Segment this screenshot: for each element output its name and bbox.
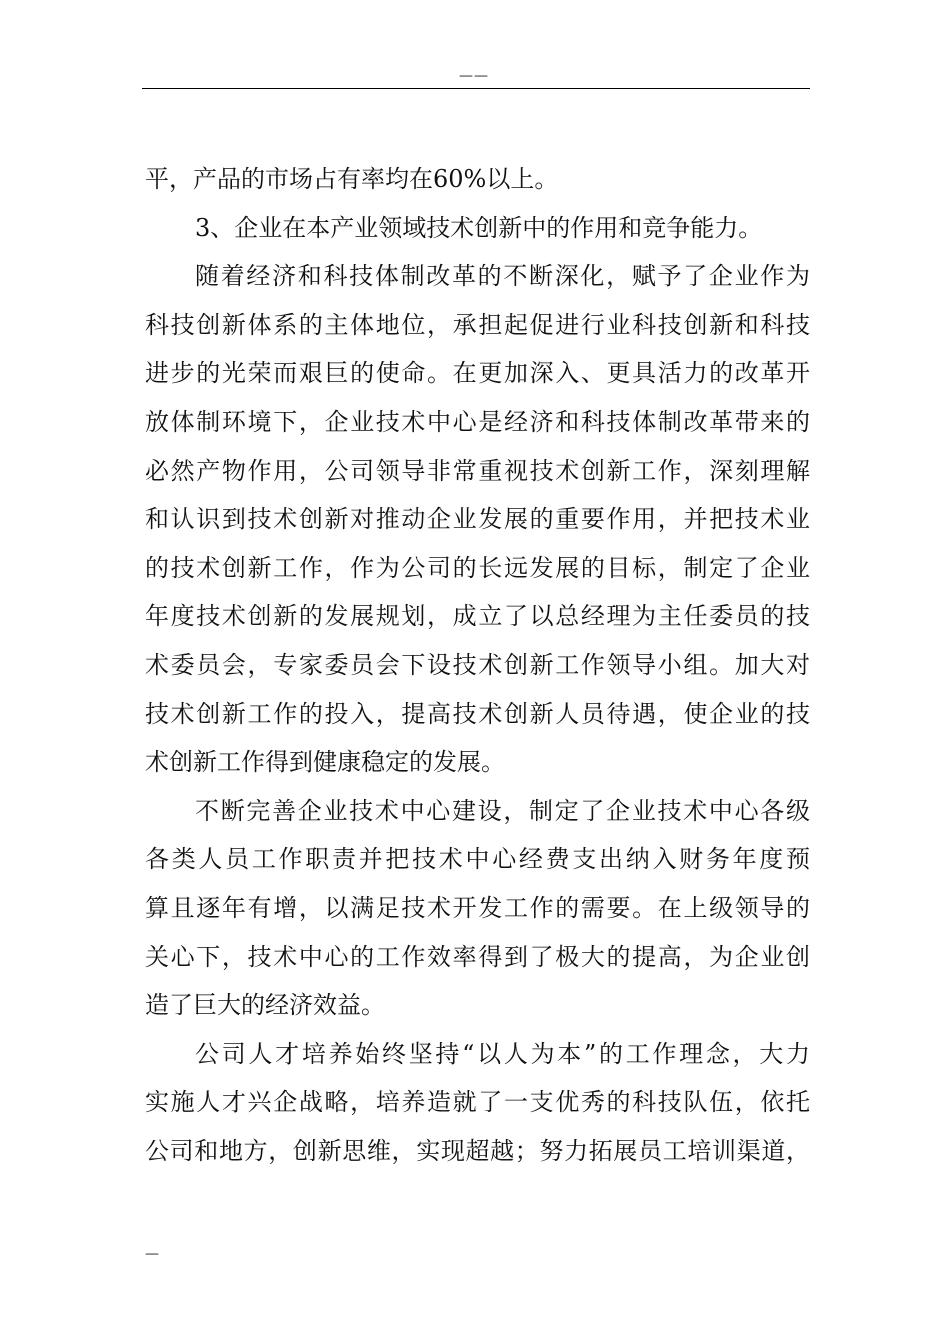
header-rule [142,88,810,89]
text-line: 实施人才兴企战略，培养造就了一支优秀的科技队伍，依托 [145,1088,810,1117]
text-line: 必然产物作用，公司领导非常重视技术创新工作，深刻理解 [145,456,810,485]
text-line: 的技术创新工作，作为公司的长远发展的目标，制定了企业 [145,553,810,582]
text-line: 术创新工作得到健康稳定的发展。 [145,748,505,777]
text-line: 3、企业在本产业领域技术创新中的作用和竞争能力。 [195,213,763,242]
footer-mark: — [145,1246,159,1262]
text-line: 科技创新体系的主体地位，承担起促进行业科技创新和科技 [145,310,810,339]
text-line: 技术创新工作的投入，提高技术创新人员待遇，使企业的技 [145,699,810,728]
text-line: 和认识到技术创新对推动企业发展的重要作用，并把技术业 [145,505,810,534]
text-line: 各类人员工作职责并把技术中心经费支出纳入财务年度预 [145,845,810,874]
text-line: 关心下，技术中心的工作效率得到了极大的提高，为企业创 [145,942,810,971]
text-line: 术委员会，专家委员会下设技术创新工作领导小组。加大对 [145,650,810,679]
text-line: 随着经济和科技体制改革的不断深化，赋予了企业作为 [195,262,810,291]
text-line: 平，产品的市场占有率均在60%以上。 [145,165,559,193]
text-line: 造了巨大的经济效益。 [145,991,385,1020]
text-line: 公司和地方，创新思维，实现超越；努力拓展员工培训渠道， [145,1136,810,1165]
text-line: 放体制环境下，企业技术中心是经济和科技体制改革带来的 [145,407,810,436]
header-mark: —— [459,68,489,84]
text-line: 进步的光荣而艰巨的使命。在更加深入、更具活力的改革开 [145,359,810,388]
text-line: 不断完善企业技术中心建设，制定了企业技术中心各级 [195,796,810,825]
document-body [145,155,810,1175]
text-line: 年度技术创新的发展规划，成立了以总经理为主任委员的技 [145,602,810,631]
text-line: 算且逐年有增，以满足技术开发工作的需要。在上级领导的 [145,893,810,922]
text-line: 公司人才培养始终坚持“以人为本”的工作理念，大力 [195,1039,810,1068]
